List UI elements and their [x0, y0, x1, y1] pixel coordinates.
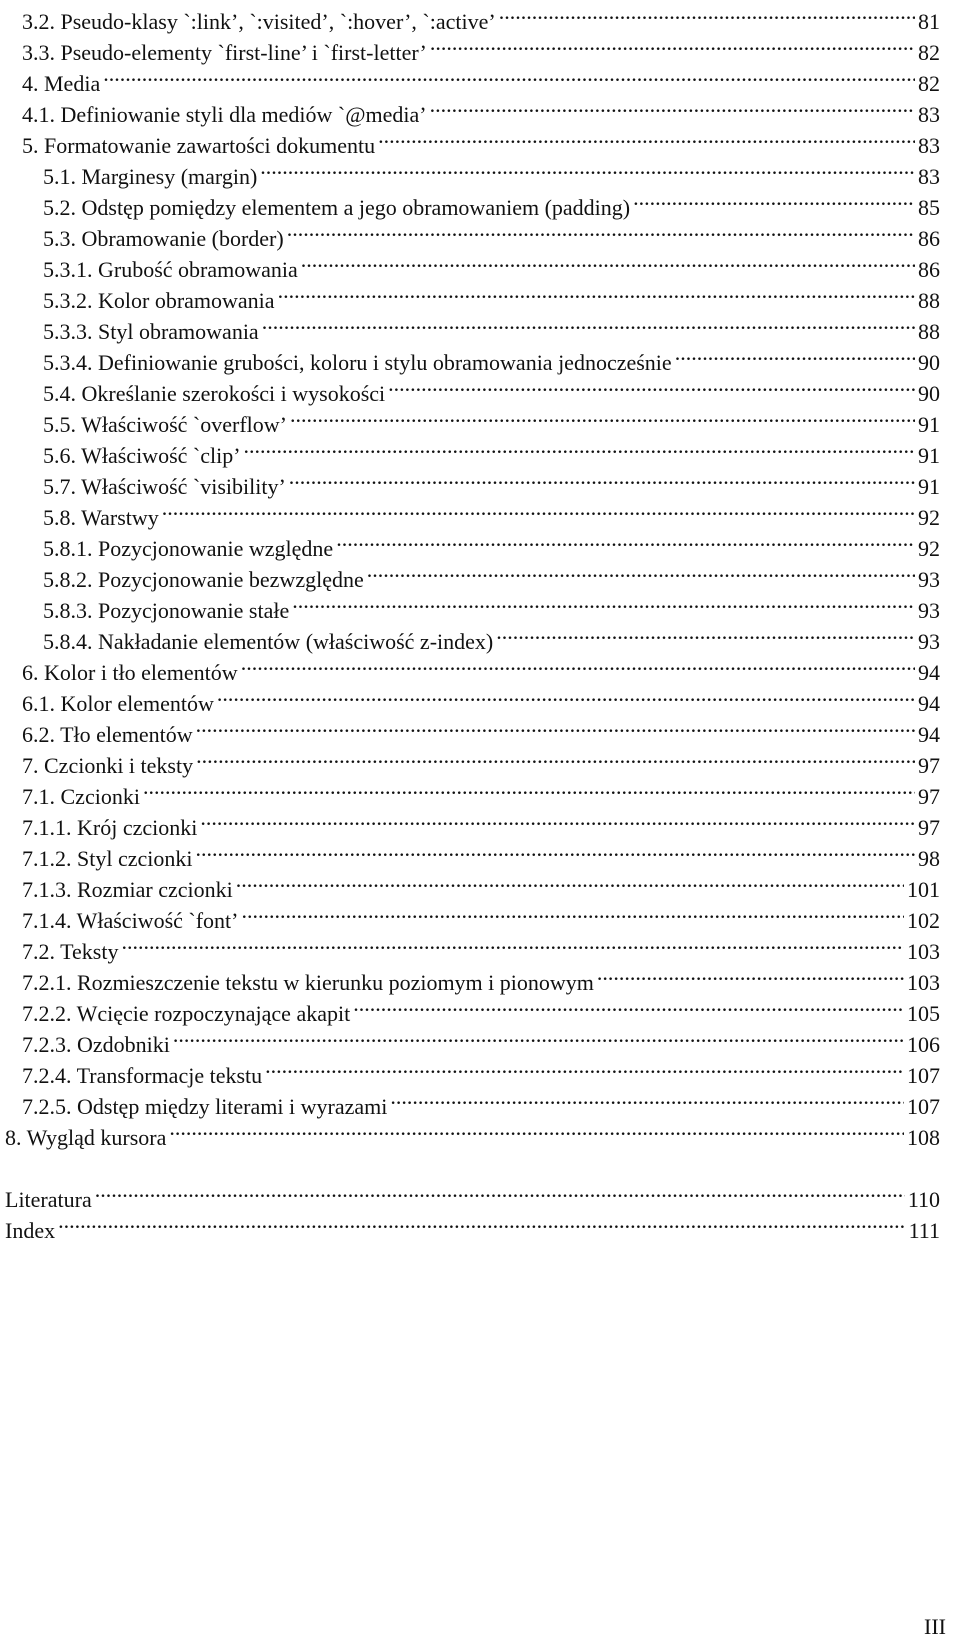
toc-entry-title: 5.8. Warstwy [43, 505, 159, 530]
toc-entry-page: 85 [918, 195, 940, 220]
toc-entry-page: 88 [918, 319, 940, 344]
toc-entry[interactable] [43, 618, 940, 654]
toc-entry-title: 5.3.1. Grubość obramowania [43, 257, 298, 282]
toc-entry-page: 103 [907, 939, 940, 964]
toc-entry-page: 91 [918, 412, 940, 437]
toc-leader-dots [260, 153, 915, 184]
toc-leader-dots [367, 556, 915, 587]
toc-entry[interactable] [22, 649, 940, 685]
toc-entry-title: 7.1.1. Krój czcionki [22, 815, 198, 840]
toc-entry[interactable] [43, 494, 940, 530]
toc-leader-dots [242, 897, 905, 928]
toc-leader-dots [173, 1021, 904, 1052]
toc-leader-dots [633, 184, 915, 215]
toc-entry-page: 82 [918, 40, 940, 65]
toc-entry-page: 103 [907, 970, 940, 995]
toc-entry-page: 107 [907, 1094, 940, 1119]
toc-entry[interactable] [22, 1052, 940, 1088]
toc-entry[interactable] [43, 277, 940, 313]
toc-entry[interactable] [22, 91, 940, 127]
toc-entry-page: 83 [918, 164, 940, 189]
toc-entry-page: 106 [907, 1032, 940, 1057]
toc-entry-page: 91 [918, 443, 940, 468]
toc-leader-dots [196, 742, 915, 773]
toc-leader-dots [217, 680, 915, 711]
toc-leader-dots [292, 587, 915, 618]
toc-leader-dots [196, 711, 915, 742]
toc-entry-title: Literatura [5, 1187, 92, 1212]
toc-entry-title: 5.8.3. Pozycjonowanie stałe [43, 598, 290, 623]
toc-entry[interactable] [43, 432, 940, 468]
toc-entry-page: 94 [918, 691, 940, 716]
toc-entry[interactable] [22, 711, 940, 747]
toc-entry-title: 5.8.4. Nakładanie elementów (właściwość z-index) [43, 629, 494, 654]
toc-entry[interactable] [43, 215, 940, 251]
toc-entry-title: 6.2. Tło elementów [22, 722, 193, 747]
toc-entry-page: 86 [918, 226, 940, 251]
toc-entry-page: 81 [918, 9, 940, 34]
toc-entry-page: 93 [918, 629, 940, 654]
toc-entry[interactable] [22, 866, 940, 902]
toc-leader-dots [597, 959, 904, 990]
toc-entry[interactable] [22, 742, 940, 778]
toc-leader-dots [162, 494, 915, 525]
toc-entry[interactable] [22, 1083, 940, 1119]
toc-leader-dots [195, 835, 915, 866]
toc-entry-title: 7.2.2. Wcięcie rozpoczynające akapit [22, 1001, 351, 1026]
toc-entry[interactable] [5, 1207, 940, 1243]
toc-leader-dots [265, 1052, 904, 1083]
toc-entry-page: 90 [918, 350, 940, 375]
toc-entry[interactable] [22, 680, 940, 716]
toc-entry-title: 4.1. Definiowanie styli dla mediów `@media’ [22, 102, 427, 127]
toc-entry-title: 5. Formatowanie zawartości dokumentu [22, 133, 376, 158]
toc-entry[interactable] [5, 1176, 940, 1212]
toc-entry-title: 5.3.4. Definiowanie grubości, koloru i stylu obramowania jednocześnie [43, 350, 672, 375]
toc-leader-dots [103, 60, 915, 91]
toc-entry-page: 97 [918, 753, 940, 778]
toc-leader-dots [378, 122, 915, 153]
toc-entry[interactable] [5, 1114, 940, 1150]
toc-entry-title: 7.1.4. Właściwość `font’ [22, 908, 239, 933]
toc-entry[interactable] [22, 773, 940, 809]
toc-entry-page: 92 [918, 536, 940, 561]
toc-entry-title: 5.8.2. Pozycjonowanie bezwzględne [43, 567, 364, 592]
toc-leader-dots [169, 1114, 904, 1145]
toc-entry-title: Index [5, 1218, 56, 1243]
toc-entry[interactable] [22, 60, 940, 96]
toc-entry-page: 92 [918, 505, 940, 530]
toc-entry[interactable] [43, 587, 940, 623]
toc-entry-page: 105 [907, 1001, 940, 1026]
toc-entry[interactable] [22, 122, 940, 158]
toc-leader-dots [289, 463, 915, 494]
toc-entry-title: 5.5. Właściwość `overflow’ [43, 412, 287, 437]
toc-leader-dots [675, 339, 915, 370]
toc-entry-page: 111 [908, 1218, 940, 1243]
toc-entry-page: 108 [907, 1125, 940, 1150]
toc-entry-title: 7.2.1. Rozmieszczenie tekstu w kierunku poziomym i pionowym [22, 970, 594, 995]
toc-leader-dots [121, 928, 904, 959]
toc-entry[interactable] [43, 308, 940, 344]
toc-entry[interactable] [22, 0, 940, 34]
toc-leader-dots [287, 215, 915, 246]
toc-entry-page: 91 [918, 474, 940, 499]
toc-entry-page: 93 [918, 567, 940, 592]
toc-leader-dots [499, 0, 915, 29]
toc-leader-dots [241, 649, 915, 680]
toc-entry-page: 88 [918, 288, 940, 313]
toc-entry-title: 7.2.5. Odstęp między literami i wyrazami [22, 1094, 388, 1119]
toc-entry-page: 94 [918, 722, 940, 747]
toc-entry-title: 6.1. Kolor elementów [22, 691, 214, 716]
toc-leader-dots [353, 990, 904, 1021]
toc-entry-title: 7.2. Teksty [22, 939, 119, 964]
toc-entry-title: 6. Kolor i tło elementów [22, 660, 238, 685]
toc-leader-dots [390, 1083, 904, 1114]
toc-entry-title: 5.8.1. Pozycjonowanie względne [43, 536, 334, 561]
toc-entry-title: 5.6. Właściwość `clip’ [43, 443, 241, 468]
toc-leader-dots [95, 1176, 905, 1207]
toc-leader-dots [290, 401, 915, 432]
toc-entry-page: 107 [907, 1063, 940, 1088]
toc-entry[interactable] [22, 897, 940, 933]
toc-leader-dots [58, 1207, 906, 1238]
toc-entry-title: 5.2. Odstęp pomiędzy elementem a jego obramowaniem (padding) [43, 195, 631, 220]
toc-entry-title: 5.3.3. Styl obramowania [43, 319, 259, 344]
toc-entry[interactable] [22, 29, 940, 65]
toc-leader-dots [262, 308, 915, 339]
toc-entry[interactable] [22, 959, 940, 995]
toc-entry-page: 98 [918, 846, 940, 871]
toc-entry-page: 94 [918, 660, 940, 685]
toc-entry[interactable] [43, 556, 940, 592]
toc-entry[interactable] [43, 401, 940, 437]
toc-leader-dots [388, 370, 915, 401]
toc-entry[interactable] [43, 184, 940, 220]
toc-entry[interactable] [43, 525, 940, 561]
toc-entry-title: 5.3. Obramowanie (border) [43, 226, 284, 251]
toc-entry-title: 8. Wygląd kursora [5, 1125, 167, 1150]
toc-entry-page: 86 [918, 257, 940, 282]
toc-entry-page: 110 [907, 1187, 940, 1212]
toc-leader-dots [278, 277, 915, 308]
toc-entry[interactable] [22, 835, 940, 871]
toc-entry-page: 97 [918, 784, 940, 809]
toc-leader-dots [200, 804, 915, 835]
toc-leader-dots [244, 432, 915, 463]
toc-leader-dots [336, 525, 915, 556]
toc-entry[interactable] [43, 153, 940, 189]
toc-entry-title: 5.7. Właściwość `visibility’ [43, 474, 286, 499]
toc-entry-page: 102 [907, 908, 940, 933]
toc-entry[interactable] [43, 339, 940, 375]
toc-leader-dots [430, 91, 915, 122]
toc-entry[interactable] [43, 463, 940, 499]
toc-entry-page: 97 [918, 815, 940, 840]
toc-leader-dots [301, 246, 915, 277]
toc-entry-title: 7.2.4. Transformacje tekstu [22, 1063, 263, 1088]
toc-entry-title: 3.2. Pseudo-klasy `:link’, `:visited’, `:hover’, `:active’ [22, 9, 496, 34]
toc-entry-title: 5.3.2. Kolor obramowania [43, 288, 275, 313]
toc-leader-dots [236, 866, 904, 897]
toc-entry-title: 7.2.3. Ozdobniki [22, 1032, 170, 1057]
toc-entry-title: 5.4. Określanie szerokości i wysokości [43, 381, 386, 406]
toc-leader-dots [143, 773, 915, 804]
toc-entry-title: 7. Czcionki i teksty [22, 753, 194, 778]
toc-entry-title: 3.3. Pseudo-elementy `first-line’ i `first-letter’ [22, 40, 427, 65]
toc-entry-page: 90 [918, 381, 940, 406]
toc-entry-page: 93 [918, 598, 940, 623]
toc-entry-page: 101 [907, 877, 940, 902]
toc-entry[interactable] [43, 246, 940, 282]
toc-entry[interactable] [22, 990, 940, 1026]
toc-entry-title: 7.1.3. Rozmiar czcionki [22, 877, 233, 902]
toc-leader-dots [430, 29, 915, 60]
toc-entry-title: 7.1.2. Styl czcionki [22, 846, 193, 871]
page-number: III [924, 1614, 946, 1639]
toc-entry-page: 83 [918, 133, 940, 158]
toc-entry[interactable] [43, 370, 940, 406]
toc-entry[interactable] [22, 1021, 940, 1057]
toc-entry-title: 7.1. Czcionki [22, 784, 140, 809]
toc-entry-page: 83 [918, 102, 940, 127]
toc-entry[interactable] [22, 928, 940, 964]
toc-entry-title: 4. Media [22, 71, 101, 96]
toc-entry-title: 5.1. Marginesy (margin) [43, 164, 258, 189]
toc-leader-dots [496, 618, 915, 649]
toc-entry[interactable] [22, 804, 940, 840]
toc-entry-page: 82 [918, 71, 940, 96]
